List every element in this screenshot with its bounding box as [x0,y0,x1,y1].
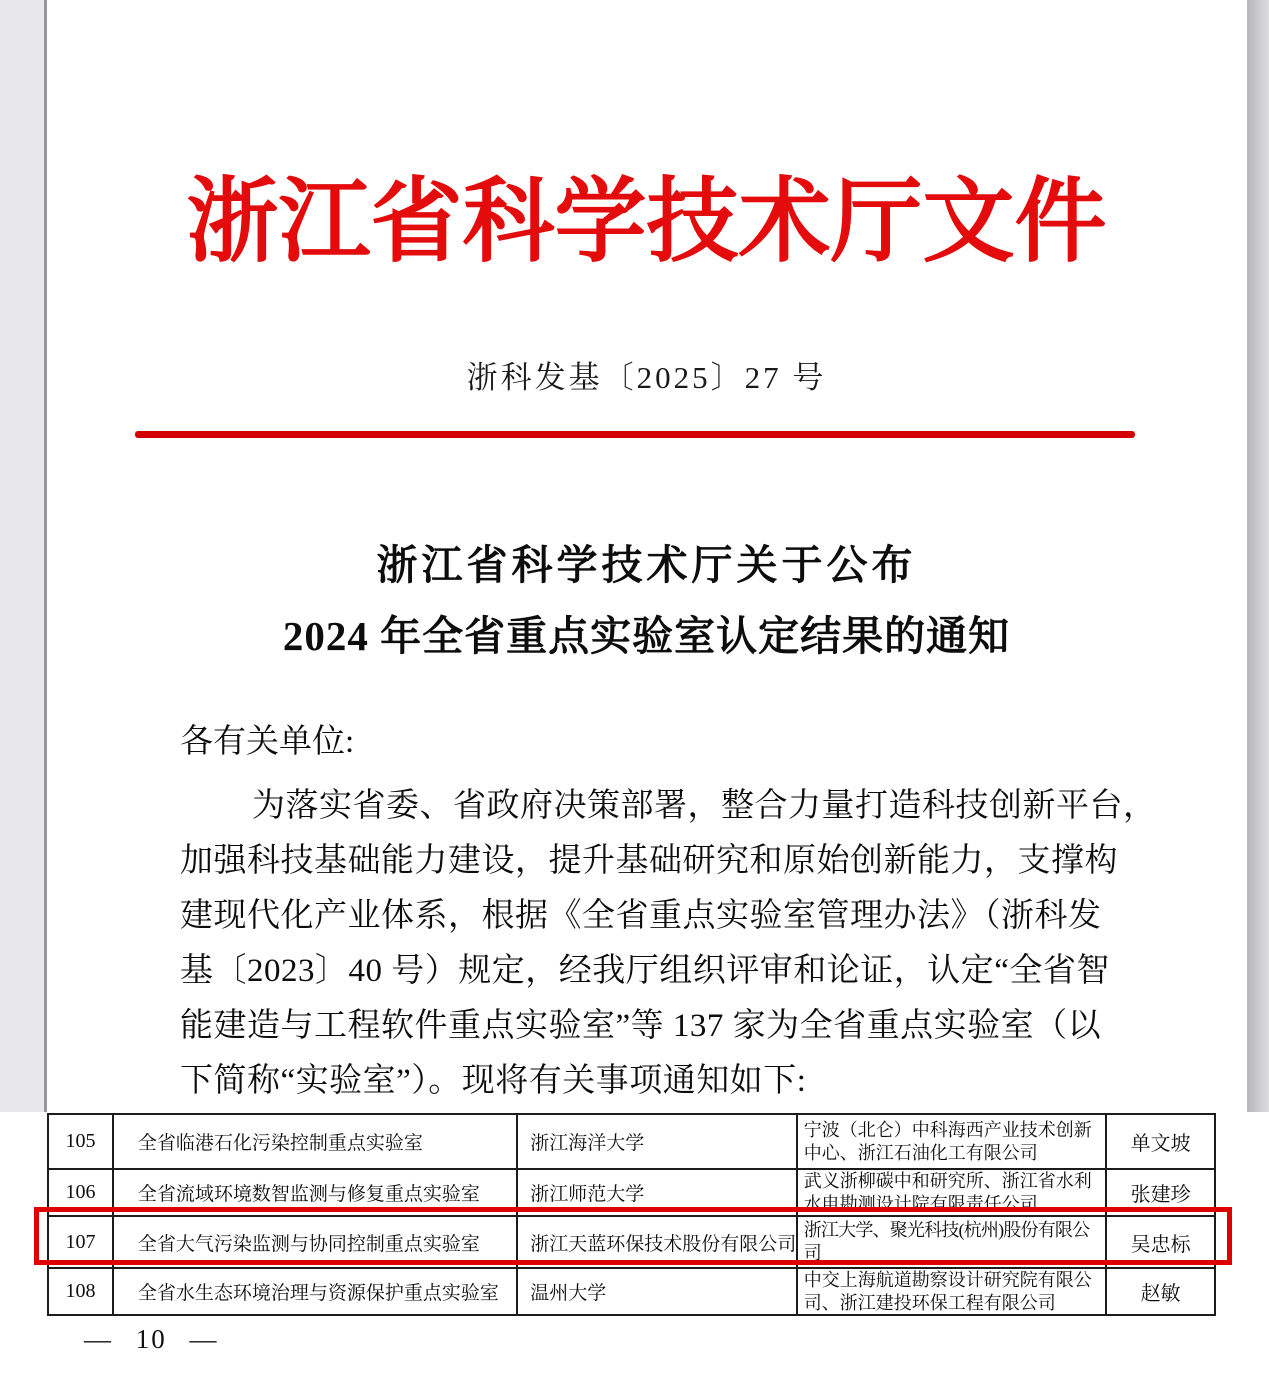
cell-partners: 浙江大学、聚光科技(杭州)股份有限公司 [796,1217,1105,1267]
body-line: 加强科技基础能力建设，提升基础研究和原始创新能力，支撑构 [180,843,1118,879]
cell-row-number: 107 [65,1230,96,1253]
cell-institution: 浙江师范大学 [516,1170,796,1215]
page-number: — 10 — [84,1324,219,1354]
cell-lab-name: 全省水生态环境治理与资源保护重点实验室 [112,1269,516,1314]
document-number: 浙科发基〔2025〕27 号 [466,360,827,395]
salutation: 各有关单位: [180,724,355,760]
cell-row-number: 108 [65,1280,96,1302]
notice-title-line2: 2024 年全省重点实验室认定结果的通知 [282,613,1011,659]
cell-lab-name: 全省大气污染监测与协同控制重点实验室 [112,1217,516,1267]
body-line: 建现代化产业体系，根据《全省重点实验室管理办法》（浙科发 [180,898,1102,934]
row-107-red-highlight-box [34,1207,1232,1265]
cell-director: 单文坡 [1105,1115,1214,1168]
cell-lab-name: 全省临港石化污染控制重点实验室 [112,1115,516,1168]
body-line: 下简称“实验室”）。现将有关事项通知如下: [180,1063,807,1099]
agency-header-title: 浙江省科学技术厅文件 [186,171,1107,273]
red-divider-line [135,431,1135,438]
cell-partners: 武义浙柳碳中和研究所、浙江省水利水电勘测设计院有限责任公司 [796,1170,1105,1215]
cell-director: 吴忠标 [1105,1217,1214,1267]
page-left-margin [0,0,47,1112]
page-right-margin [1247,0,1269,1112]
cell-row-number: 105 [65,1130,96,1152]
cell-partners: 中交上海航道勘察设计研究院有限公司、浙江建投环保工程有限公司 [796,1269,1105,1314]
table-row [49,1267,1214,1314]
body-line: 为落实省委、省政府决策部署，整合力量打造科技创新平台， [252,788,1157,824]
body-paragraph [180,779,1157,1109]
table-row [49,1115,1214,1168]
cell-director: 张建珍 [1105,1170,1214,1215]
cell-row-number: 106 [65,1181,96,1203]
cell-director: 赵敏 [1105,1269,1214,1314]
cell-institution: 浙江海洋大学 [516,1115,796,1168]
cell-institution: 浙江天蓝环保技术股份有限公司 [516,1217,796,1267]
notice-title-line1: 浙江省科学技术厅关于公布 [376,542,917,588]
body-line: 能建造与工程软件重点实验室”等 137 家为全省重点实验室（以 [180,1008,1102,1044]
cell-lab-name: 全省流域环境数智监测与修复重点实验室 [112,1170,516,1215]
body-line: 基〔2023〕40 号）规定，经我厅组织评审和论证，认定“全省智 [180,953,1110,989]
cell-institution: 温州大学 [516,1269,796,1314]
cell-partners: 宁波（北仑）中科海西产业技术创新中心、浙江石油化工有限公司 [796,1115,1105,1168]
